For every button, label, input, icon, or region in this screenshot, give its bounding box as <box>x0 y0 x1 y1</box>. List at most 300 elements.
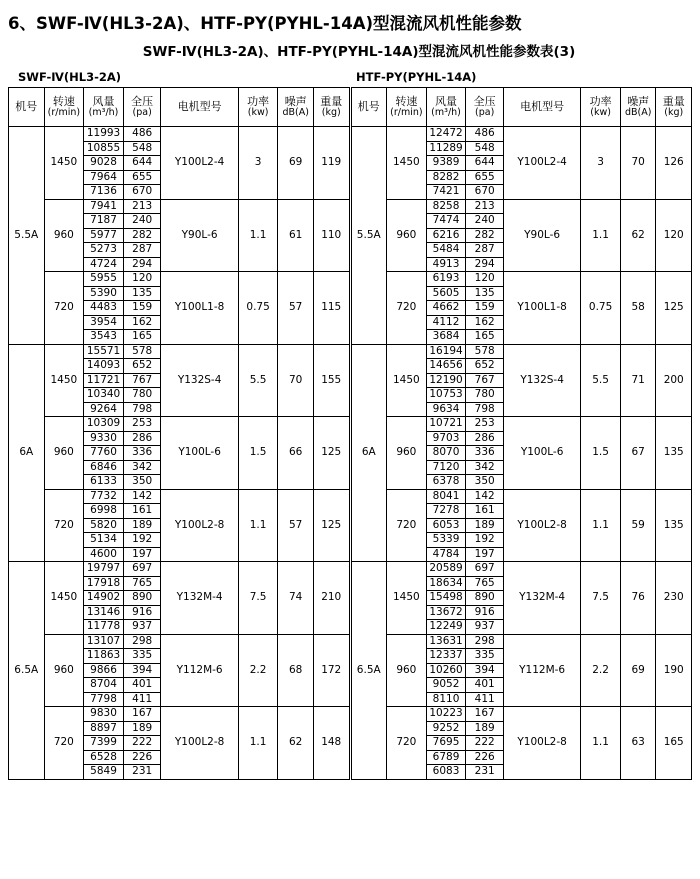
cell-pressure: 548 <box>123 141 161 156</box>
cell-noise: 69 <box>278 127 314 200</box>
cell-noise: 74 <box>278 562 314 635</box>
cell-noise: 57 <box>278 272 314 345</box>
table-row <box>351 634 692 649</box>
table-row <box>9 272 350 287</box>
table-body-left <box>9 127 350 780</box>
table-row <box>9 634 350 649</box>
cell-weight: 210 <box>313 562 349 635</box>
col-model-no: 机号 <box>9 88 45 127</box>
cell-noise: 71 <box>620 344 656 417</box>
cell-motor: Y132S-4 <box>503 344 580 417</box>
cell-airflow: 4784 <box>426 547 466 562</box>
cell-airflow: 8897 <box>84 721 124 736</box>
cell-airflow: 8041 <box>426 489 466 504</box>
cell-speed: 960 <box>387 199 427 272</box>
cell-speed: 720 <box>44 489 84 562</box>
cell-airflow: 19797 <box>84 562 124 577</box>
cell-airflow: 6789 <box>426 750 466 765</box>
cell-pressure: 135 <box>466 286 504 301</box>
cell-weight: 172 <box>313 634 349 707</box>
cell-pressure: 890 <box>123 591 161 606</box>
cell-airflow: 8258 <box>426 199 466 214</box>
cell-pressure: 644 <box>466 156 504 171</box>
cell-airflow: 10223 <box>426 707 466 722</box>
cell-pressure: 798 <box>466 402 504 417</box>
cell-speed: 960 <box>44 199 84 272</box>
cell-pressure: 350 <box>123 475 161 490</box>
cell-pressure: 411 <box>466 692 504 707</box>
col-airflow: 风量 (m³/h) <box>84 88 124 127</box>
cell-power: 2.2 <box>238 634 278 707</box>
page-title: 6、SWF-Ⅳ(HL3-2A)、HTF-PY(PYHL-14A)型混流风机性能参数 <box>8 14 522 33</box>
cell-airflow: 7421 <box>426 185 466 200</box>
cell-airflow: 6193 <box>426 272 466 287</box>
cell-noise: 62 <box>620 199 656 272</box>
cell-pressure: 652 <box>123 359 161 374</box>
cell-power: 1.1 <box>238 707 278 780</box>
cell-motor: Y90L-6 <box>161 199 238 272</box>
cell-airflow: 5390 <box>84 286 124 301</box>
table-header-row <box>351 88 692 127</box>
cell-airflow: 3684 <box>426 330 466 345</box>
table-row <box>9 562 350 577</box>
cell-pressure: 226 <box>123 750 161 765</box>
cell-noise: 61 <box>278 199 314 272</box>
cell-airflow: 10340 <box>84 388 124 403</box>
cell-model-no: 6.5A <box>9 562 45 780</box>
col-motor: 电机型号 <box>161 88 238 127</box>
cell-airflow: 9634 <box>426 402 466 417</box>
cell-airflow: 9389 <box>426 156 466 171</box>
cell-motor: Y100L2-4 <box>161 127 238 200</box>
cell-pressure: 189 <box>123 721 161 736</box>
cell-pressure: 890 <box>466 591 504 606</box>
cell-airflow: 8110 <box>426 692 466 707</box>
cell-airflow: 17918 <box>84 576 124 591</box>
cell-power: 2.2 <box>581 634 621 707</box>
cell-airflow: 5977 <box>84 228 124 243</box>
cell-power: 5.5 <box>238 344 278 417</box>
cell-airflow: 4662 <box>426 301 466 316</box>
cell-airflow: 9830 <box>84 707 124 722</box>
cell-weight: 126 <box>656 127 692 200</box>
cell-airflow: 12190 <box>426 373 466 388</box>
cell-speed: 1450 <box>44 344 84 417</box>
cell-pressure: 394 <box>123 663 161 678</box>
table-row <box>9 127 350 142</box>
col-noise: 噪声 dB(A) <box>278 88 314 127</box>
cell-airflow: 6846 <box>84 460 124 475</box>
cell-pressure: 189 <box>466 518 504 533</box>
left-table-caption: SWF-Ⅳ(HL3-2A) <box>18 70 122 84</box>
cell-pressure: 401 <box>123 678 161 693</box>
cell-airflow: 16194 <box>426 344 466 359</box>
cell-airflow: 20589 <box>426 562 466 577</box>
cell-model-no: 5.5A <box>9 127 45 345</box>
cell-pressure: 231 <box>466 765 504 780</box>
cell-airflow: 7187 <box>84 214 124 229</box>
cell-airflow: 6378 <box>426 475 466 490</box>
cell-pressure: 165 <box>123 330 161 345</box>
cell-pressure: 780 <box>466 388 504 403</box>
cell-airflow: 14902 <box>84 591 124 606</box>
cell-noise: 62 <box>278 707 314 780</box>
col-pressure: 全压 (pa) <box>123 88 161 127</box>
cell-model-no: 5.5A <box>351 127 387 345</box>
cell-airflow: 4913 <box>426 257 466 272</box>
cell-pressure: 282 <box>466 228 504 243</box>
cell-airflow: 15571 <box>84 344 124 359</box>
cell-speed: 960 <box>44 417 84 490</box>
table-row <box>351 199 692 214</box>
cell-pressure: 286 <box>123 431 161 446</box>
cell-motor: Y100L2-4 <box>503 127 580 200</box>
cell-power: 1.1 <box>581 489 621 562</box>
cell-pressure: 162 <box>123 315 161 330</box>
cell-pressure: 336 <box>466 446 504 461</box>
col-weight: 重量 (kg) <box>656 88 692 127</box>
cell-speed: 720 <box>387 707 427 780</box>
cell-model-no: 6.5A <box>351 562 387 780</box>
cell-motor: Y100L2-8 <box>161 707 238 780</box>
table-body-right <box>351 127 692 780</box>
cell-noise: 70 <box>620 127 656 200</box>
cell-pressure: 189 <box>123 518 161 533</box>
cell-speed: 960 <box>387 417 427 490</box>
cell-motor: Y100L1-8 <box>503 272 580 345</box>
cell-airflow: 4112 <box>426 315 466 330</box>
cell-pressure: 765 <box>466 576 504 591</box>
col-weight: 重量 (kg) <box>313 88 349 127</box>
cell-pressure: 286 <box>466 431 504 446</box>
cell-weight: 125 <box>313 489 349 562</box>
cell-airflow: 9028 <box>84 156 124 171</box>
cell-pressure: 167 <box>123 707 161 722</box>
cell-airflow: 9252 <box>426 721 466 736</box>
cell-airflow: 8070 <box>426 446 466 461</box>
cell-pressure: 916 <box>123 605 161 620</box>
cell-pressure: 253 <box>466 417 504 432</box>
cell-pressure: 937 <box>466 620 504 635</box>
cell-weight: 110 <box>313 199 349 272</box>
cell-speed: 720 <box>387 272 427 345</box>
cell-pressure: 161 <box>123 504 161 519</box>
cell-airflow: 5484 <box>426 243 466 258</box>
cell-speed: 1450 <box>387 562 427 635</box>
cell-airflow: 9052 <box>426 678 466 693</box>
cell-motor: Y100L2-8 <box>161 489 238 562</box>
col-motor: 电机型号 <box>503 88 580 127</box>
cell-airflow: 11778 <box>84 620 124 635</box>
cell-weight: 125 <box>313 417 349 490</box>
table-row <box>9 199 350 214</box>
cell-noise: 67 <box>620 417 656 490</box>
tables-container <box>0 87 700 780</box>
cell-pressure: 342 <box>123 460 161 475</box>
cell-pressure: 644 <box>123 156 161 171</box>
cell-airflow: 13631 <box>426 634 466 649</box>
cell-motor: Y112M-6 <box>503 634 580 707</box>
cell-pressure: 120 <box>466 272 504 287</box>
cell-noise: 68 <box>278 634 314 707</box>
cell-pressure: 162 <box>466 315 504 330</box>
cell-airflow: 7474 <box>426 214 466 229</box>
cell-pressure: 780 <box>123 388 161 403</box>
cell-airflow: 13146 <box>84 605 124 620</box>
cell-airflow: 4600 <box>84 547 124 562</box>
cell-airflow: 5849 <box>84 765 124 780</box>
cell-pressure: 670 <box>466 185 504 200</box>
cell-airflow: 6133 <box>84 475 124 490</box>
cell-noise: 59 <box>620 489 656 562</box>
cell-power: 1.5 <box>238 417 278 490</box>
cell-airflow: 7120 <box>426 460 466 475</box>
cell-noise: 76 <box>620 562 656 635</box>
cell-speed: 1450 <box>44 562 84 635</box>
cell-airflow: 7136 <box>84 185 124 200</box>
cell-weight: 190 <box>656 634 692 707</box>
cell-pressure: 231 <box>123 765 161 780</box>
cell-noise: 58 <box>620 272 656 345</box>
cell-airflow: 11863 <box>84 649 124 664</box>
table-row <box>351 127 692 142</box>
cell-airflow: 10260 <box>426 663 466 678</box>
cell-power: 1.1 <box>581 199 621 272</box>
cell-pressure: 294 <box>123 257 161 272</box>
table-row <box>9 344 350 359</box>
cell-pressure: 240 <box>466 214 504 229</box>
cell-power: 3 <box>238 127 278 200</box>
cell-pressure: 142 <box>466 489 504 504</box>
cell-motor: Y132M-4 <box>503 562 580 635</box>
table-row <box>351 344 692 359</box>
cell-airflow: 10309 <box>84 417 124 432</box>
cell-airflow: 6083 <box>426 765 466 780</box>
col-power: 功率 (kw) <box>238 88 278 127</box>
cell-power: 7.5 <box>238 562 278 635</box>
cell-airflow: 6216 <box>426 228 466 243</box>
cell-pressure: 916 <box>466 605 504 620</box>
cell-pressure: 486 <box>123 127 161 142</box>
table-row <box>351 489 692 504</box>
cell-airflow: 8282 <box>426 170 466 185</box>
cell-speed: 720 <box>44 707 84 780</box>
cell-speed: 960 <box>387 634 427 707</box>
cell-pressure: 213 <box>466 199 504 214</box>
cell-power: 0.75 <box>581 272 621 345</box>
cell-speed: 720 <box>44 272 84 345</box>
cell-speed: 1450 <box>387 127 427 200</box>
cell-weight: 165 <box>656 707 692 780</box>
col-model-no: 机号 <box>351 88 387 127</box>
table-row <box>9 417 350 432</box>
cell-airflow: 7760 <box>84 446 124 461</box>
cell-airflow: 14093 <box>84 359 124 374</box>
cell-noise: 70 <box>278 344 314 417</box>
cell-pressure: 222 <box>466 736 504 751</box>
cell-pressure: 298 <box>123 634 161 649</box>
cell-pressure: 240 <box>123 214 161 229</box>
table-header-row <box>9 88 350 127</box>
cell-power: 5.5 <box>581 344 621 417</box>
cell-pressure: 767 <box>123 373 161 388</box>
performance-table-htf <box>351 87 693 780</box>
cell-pressure: 192 <box>466 533 504 548</box>
cell-airflow: 11993 <box>84 127 124 142</box>
cell-noise: 63 <box>620 707 656 780</box>
cell-pressure: 287 <box>466 243 504 258</box>
cell-power: 0.75 <box>238 272 278 345</box>
cell-power: 3 <box>581 127 621 200</box>
cell-airflow: 12249 <box>426 620 466 635</box>
cell-pressure: 189 <box>466 721 504 736</box>
cell-pressure: 655 <box>466 170 504 185</box>
col-power: 功率 (kw) <box>581 88 621 127</box>
cell-pressure: 670 <box>123 185 161 200</box>
cell-airflow: 8704 <box>84 678 124 693</box>
cell-speed: 1450 <box>387 344 427 417</box>
cell-pressure: 655 <box>123 170 161 185</box>
cell-pressure: 135 <box>123 286 161 301</box>
cell-noise: 66 <box>278 417 314 490</box>
cell-noise: 57 <box>278 489 314 562</box>
cell-weight: 148 <box>313 707 349 780</box>
cell-model-no: 6A <box>9 344 45 562</box>
cell-airflow: 7798 <box>84 692 124 707</box>
cell-noise: 69 <box>620 634 656 707</box>
cell-pressure: 120 <box>123 272 161 287</box>
cell-airflow: 12337 <box>426 649 466 664</box>
cell-pressure: 335 <box>466 649 504 664</box>
cell-airflow: 13672 <box>426 605 466 620</box>
cell-airflow: 11721 <box>84 373 124 388</box>
cell-airflow: 12472 <box>426 127 466 142</box>
cell-airflow: 4724 <box>84 257 124 272</box>
cell-motor: Y100L2-8 <box>503 489 580 562</box>
cell-pressure: 142 <box>123 489 161 504</box>
cell-power: 1.1 <box>238 489 278 562</box>
page-subtitle: SWF-Ⅳ(HL3-2A)、HTF-PY(PYHL-14A)型混流风机性能参数表(3) <box>142 44 576 60</box>
cell-pressure: 411 <box>123 692 161 707</box>
cell-pressure: 697 <box>123 562 161 577</box>
cell-motor: Y100L-6 <box>503 417 580 490</box>
cell-weight: 120 <box>656 199 692 272</box>
cell-pressure: 798 <box>123 402 161 417</box>
cell-airflow: 9703 <box>426 431 466 446</box>
cell-airflow: 14656 <box>426 359 466 374</box>
cell-motor: Y100L1-8 <box>161 272 238 345</box>
cell-pressure: 159 <box>123 301 161 316</box>
cell-weight: 135 <box>656 489 692 562</box>
cell-motor: Y100L2-8 <box>503 707 580 780</box>
table-row <box>9 707 350 722</box>
cell-airflow: 11289 <box>426 141 466 156</box>
cell-pressure: 336 <box>123 446 161 461</box>
cell-speed: 720 <box>387 489 427 562</box>
cell-motor: Y112M-6 <box>161 634 238 707</box>
cell-pressure: 578 <box>123 344 161 359</box>
table-row <box>351 417 692 432</box>
cell-pressure: 937 <box>123 620 161 635</box>
cell-weight: 135 <box>656 417 692 490</box>
cell-airflow: 3954 <box>84 315 124 330</box>
cell-airflow: 3543 <box>84 330 124 345</box>
cell-pressure: 161 <box>466 504 504 519</box>
cell-pressure: 342 <box>466 460 504 475</box>
cell-pressure: 222 <box>123 736 161 751</box>
cell-pressure: 394 <box>466 663 504 678</box>
cell-power: 7.5 <box>581 562 621 635</box>
cell-airflow: 7732 <box>84 489 124 504</box>
col-speed: 转速 (r/min) <box>387 88 427 127</box>
cell-airflow: 6053 <box>426 518 466 533</box>
cell-pressure: 401 <box>466 678 504 693</box>
cell-airflow: 5134 <box>84 533 124 548</box>
cell-airflow: 9264 <box>84 402 124 417</box>
cell-airflow: 6528 <box>84 750 124 765</box>
cell-pressure: 298 <box>466 634 504 649</box>
cell-pressure: 697 <box>466 562 504 577</box>
cell-airflow: 9866 <box>84 663 124 678</box>
table-row <box>351 707 692 722</box>
cell-pressure: 548 <box>466 141 504 156</box>
cell-pressure: 335 <box>123 649 161 664</box>
right-table-caption: HTF-PY(PYHL-14A) <box>356 70 477 84</box>
cell-pressure: 578 <box>466 344 504 359</box>
cell-pressure: 765 <box>123 576 161 591</box>
cell-airflow: 13107 <box>84 634 124 649</box>
cell-power: 1.1 <box>581 707 621 780</box>
cell-airflow: 7278 <box>426 504 466 519</box>
table-row <box>9 489 350 504</box>
cell-power: 1.1 <box>238 199 278 272</box>
cell-pressure: 213 <box>123 199 161 214</box>
cell-pressure: 165 <box>466 330 504 345</box>
cell-weight: 155 <box>313 344 349 417</box>
cell-airflow: 10855 <box>84 141 124 156</box>
cell-pressure: 767 <box>466 373 504 388</box>
cell-pressure: 167 <box>466 707 504 722</box>
cell-weight: 119 <box>313 127 349 200</box>
cell-airflow: 5339 <box>426 533 466 548</box>
cell-pressure: 197 <box>466 547 504 562</box>
col-speed: 转速 (r/min) <box>44 88 84 127</box>
cell-weight: 115 <box>313 272 349 345</box>
col-pressure: 全压 (pa) <box>466 88 504 127</box>
cell-pressure: 197 <box>123 547 161 562</box>
cell-pressure: 282 <box>123 228 161 243</box>
cell-speed: 960 <box>44 634 84 707</box>
cell-airflow: 5273 <box>84 243 124 258</box>
cell-weight: 230 <box>656 562 692 635</box>
cell-airflow: 7695 <box>426 736 466 751</box>
cell-motor: Y132M-4 <box>161 562 238 635</box>
cell-airflow: 15498 <box>426 591 466 606</box>
cell-power: 1.5 <box>581 417 621 490</box>
cell-airflow: 7399 <box>84 736 124 751</box>
cell-pressure: 226 <box>466 750 504 765</box>
cell-pressure: 253 <box>123 417 161 432</box>
cell-motor: Y100L-6 <box>161 417 238 490</box>
cell-pressure: 287 <box>123 243 161 258</box>
cell-pressure: 350 <box>466 475 504 490</box>
cell-motor: Y132S-4 <box>161 344 238 417</box>
cell-airflow: 5605 <box>426 286 466 301</box>
cell-airflow: 5955 <box>84 272 124 287</box>
cell-model-no: 6A <box>351 344 387 562</box>
performance-table-swf <box>8 87 350 780</box>
cell-weight: 200 <box>656 344 692 417</box>
